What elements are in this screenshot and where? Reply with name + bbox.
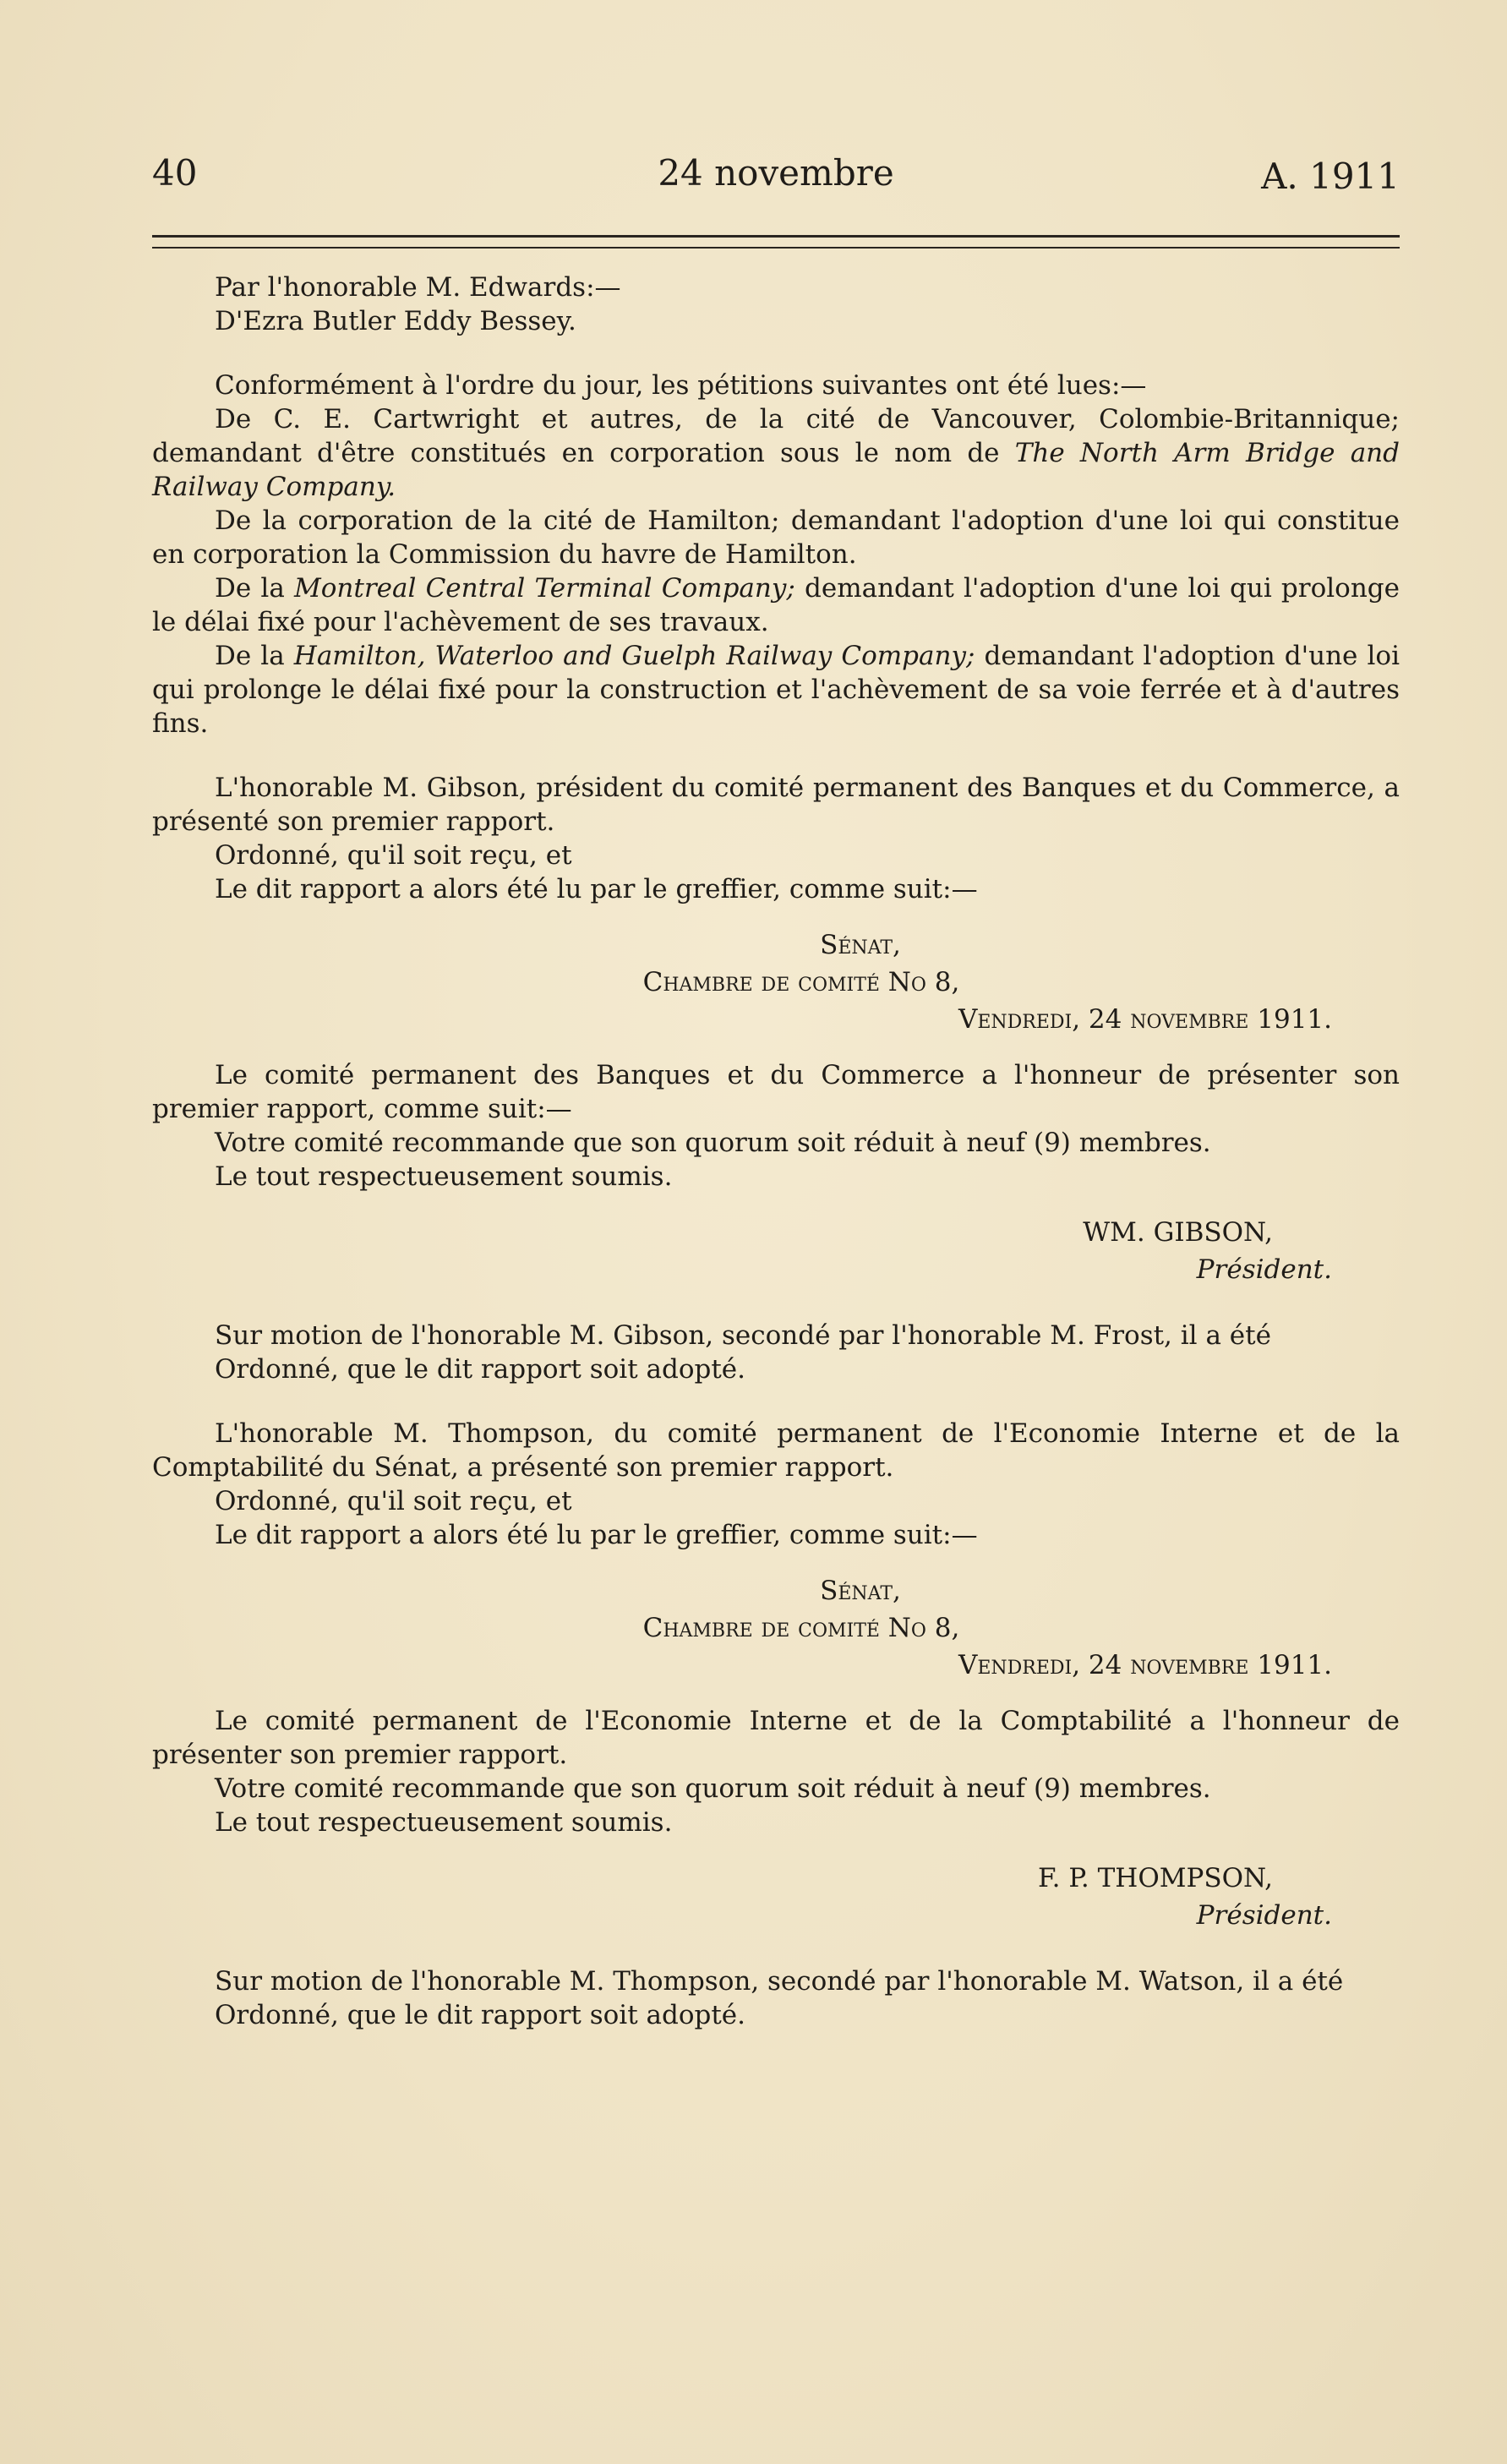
paragraph: Votre comité recommande que son quorum soit réduit à neuf (9) membres. [215, 1773, 1211, 1804]
header-rule-thick [152, 235, 1400, 238]
chambre-label: Chambre de comité No 8, [642, 967, 960, 997]
report-heading [152, 1572, 1400, 1684]
company-name: Montreal Central Terminal Company; [294, 573, 795, 604]
text-run: De C. E. Cartwright et autres, de la cité de Vancouver, Colombie-Britannique; demandant d'être constitués en corporation sous le nom de [152, 404, 1400, 468]
signature-name: F. P. THOMPSON, [1037, 1863, 1273, 1893]
signature-block [152, 1860, 1400, 1934]
paragraph: Sur motion de l'honorable M. Thompson, secondé par l'honorable M. Watson, il a été [215, 1966, 1344, 1997]
paragraph: Ordonné, que le dit rapport soit adopté. [215, 2000, 745, 2030]
paragraph: Le dit rapport a alors été lu par le greffier, comme suit:— [215, 874, 978, 904]
header-rule-thin [152, 247, 1400, 249]
page-body [152, 270, 1400, 2032]
signature-block [152, 1214, 1400, 1288]
paragraph: De la corporation de la cité de Hamilton; demandant l'adoption d'une loi qui constitue en corporation la Commission du havre de Hamilton. [152, 505, 1400, 570]
text-run: demandant l'adoption d'une loi qui prolonge le délai fixé pour la construction et l'achèvement de sa voie ferrée et à d'autres fins. [152, 641, 1400, 739]
company-name: Hamilton, Waterloo and Guelph Railway Company; [293, 641, 975, 671]
report-heading [152, 926, 1400, 1038]
paragraph: Sur motion de l'honorable M. Gibson, secondé par l'honorable M. Frost, il a été [215, 1320, 1271, 1351]
paragraph: Le tout respectueusement soumis. [215, 1807, 673, 1838]
paragraph: Par l'honorable M. Edwards:— [215, 272, 621, 303]
paragraph: Conformément à l'ordre du jour, les pétitions suivantes ont été lues:— [215, 370, 1147, 401]
header-date: 24 novembre [658, 152, 894, 194]
paragraph: Le dit rapport a alors été lu par le greffier, comme suit:— [215, 1520, 978, 1550]
paragraph: D'Ezra Butler Eddy Bessey. [215, 306, 576, 336]
paragraph: Votre comité recommande que son quorum soit réduit à neuf (9) membres. [215, 1128, 1211, 1158]
paragraph [152, 639, 1400, 740]
report-date: Vendredi, 24 novembre 1911. [958, 1650, 1332, 1680]
signature-role: Président. [1196, 1900, 1332, 1931]
paragraph: Le comité permanent des Banques et du Commerce a l'honneur de présenter son premier rapport, comme suit:— [152, 1060, 1400, 1124]
text-run: De la [215, 641, 294, 671]
text-run: demandant l'adoption d'une loi qui prolonge le délai fixé pour l'achèvement de ses travaux. [152, 573, 1400, 637]
page-header [152, 144, 1400, 211]
paragraph [152, 402, 1400, 504]
chambre-label: Chambre de comité No 8, [642, 1613, 960, 1643]
senat-label: Sénat, [820, 930, 901, 960]
signature-name: WM. GIBSON, [1083, 1217, 1273, 1248]
paragraph: Le comité permanent de l'Economie Interne et de la Comptabilité a l'honneur de présenter son premier rapport. [152, 1706, 1400, 1770]
header-year: A. 1911 [1261, 156, 1400, 197]
paragraph: Ordonné, qu'il soit reçu, et [215, 1486, 572, 1516]
paragraph [152, 571, 1400, 639]
paragraph: Le tout respectueusement soumis. [215, 1161, 673, 1192]
paragraph: Ordonné, que le dit rapport soit adopté. [215, 1354, 745, 1385]
company-name: The North Arm Bridge and Railway Company. [152, 438, 1400, 502]
paragraph: L'honorable M. Gibson, président du comité permanent des Banques et du Commerce, a présenté son premier rapport. [152, 773, 1400, 837]
report-date: Vendredi, 24 novembre 1911. [958, 1004, 1332, 1035]
paragraph: Ordonné, qu'il soit reçu, et [215, 840, 572, 871]
signature-role: Président. [1196, 1254, 1332, 1285]
paragraph: L'honorable M. Thompson, du comité permanent de l'Economie Interne et de la Comptabilité du Sénat, a présenté son premier rapport. [152, 1418, 1400, 1483]
senat-label: Sénat, [820, 1576, 901, 1606]
page-number: 40 [152, 152, 198, 194]
text-run: De la [215, 573, 294, 604]
